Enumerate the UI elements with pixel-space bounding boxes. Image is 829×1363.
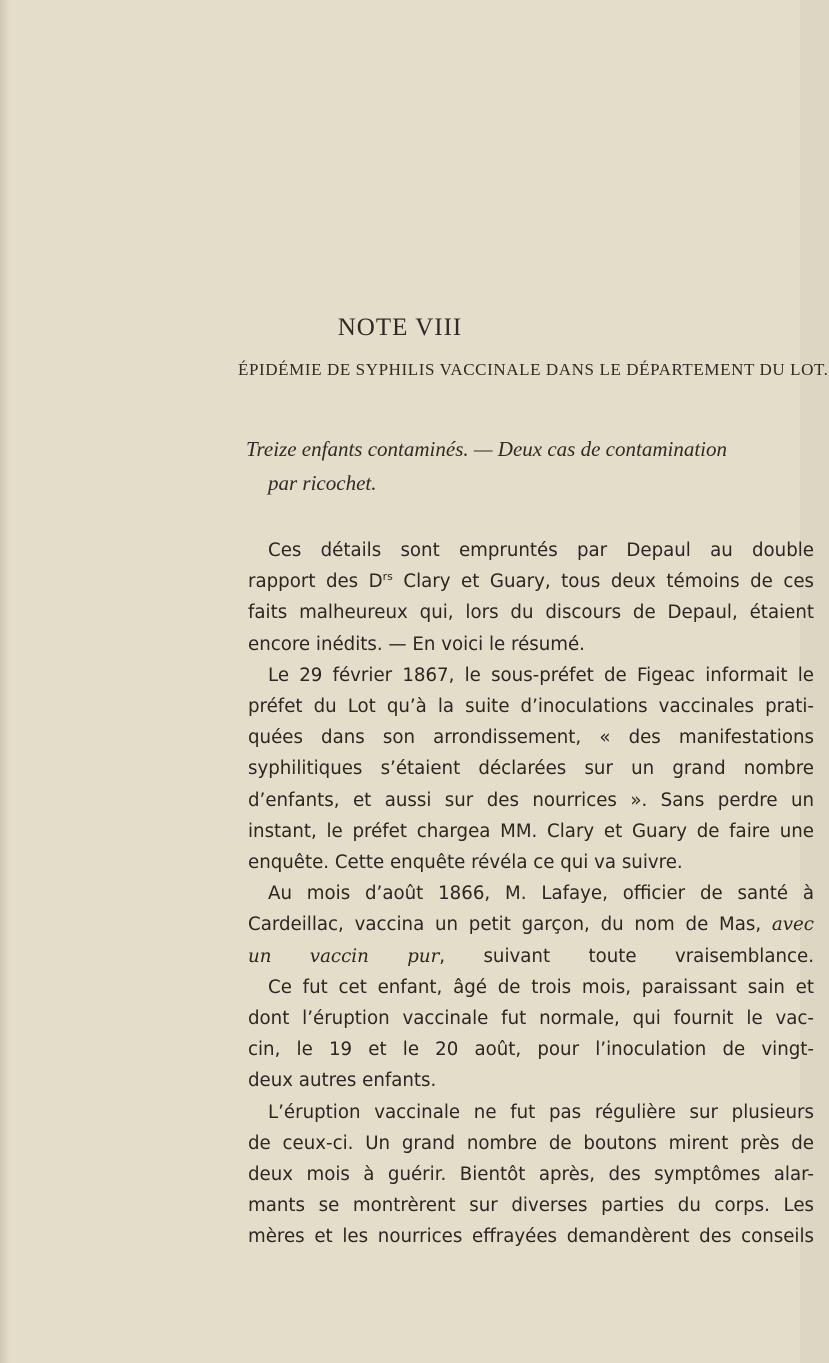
text-line: Le 29 février 1867, le sous-préfet de Figeac informait le	[268, 664, 814, 686]
text-line: de ceux-ci. Un grand nombre de boutons mirent près de	[248, 1132, 814, 1154]
text-line: mères et les nourrices effrayées demandèrent des conseils	[248, 1226, 814, 1248]
text-line: instant, le préfet chargea MM. Clary et Guary de faire une	[248, 820, 814, 842]
text-line: faits malheureux qui, lors du discours de Depaul, étaient	[248, 602, 814, 624]
body-text	[248, 535, 814, 1253]
text-line: encore inédits. — En voici le résumé.	[248, 633, 585, 655]
text-line: préfet du Lot qu’à la suite d’inoculations vaccinales prati-	[248, 696, 814, 718]
note-heading: NOTE VIII	[337, 314, 463, 341]
subtitle-line-2: par ricochet.	[268, 471, 377, 495]
page-gutter-shadow	[0, 0, 10, 1363]
note-subheading: ÉPIDÉMIE DE SYPHILIS VACCINALE DANS LE DÉPARTEMENT DU LOT.	[238, 360, 829, 379]
text-line: Au mois d’août 1866, M. Lafaye, officier de santé à	[268, 883, 814, 905]
text-line: syphilitiques s’étaient déclarées sur un grand nombre	[248, 758, 814, 780]
italic-text: un vaccin pur	[248, 945, 440, 967]
italic-text: avec	[771, 914, 814, 936]
text-line: Cardeillac, vaccina un petit garçon, du nom de Mas, avec	[248, 914, 814, 936]
text-line: deux autres enfants.	[248, 1070, 437, 1092]
text-line: un vaccin pur, suivant toute vraisemblance.	[248, 945, 815, 967]
text-line: Ces détails sont empruntés par Depaul au double	[268, 540, 814, 561]
text-line: mants se montrèrent sur diverses parties du corps. Les	[248, 1195, 814, 1217]
text-line: Ce fut cet enfant, âgé de trois mois, paraissant sain et	[268, 976, 814, 998]
text-line: d’enfants, et aussi sur des nourrices ». Sans perdre un	[248, 789, 814, 811]
text-line: quées dans son arrondissement, « des manifestations	[248, 727, 814, 749]
subtitle-line-1: Treize enfants contaminés. — Deux cas de contamination	[246, 437, 727, 461]
note-subtitle	[246, 432, 806, 500]
text-line: deux mois à guérir. Bientôt après, des symptômes alar-	[248, 1164, 814, 1186]
text-line: dont l’éruption vaccinale fut normale, qui fournit le vac-	[248, 1008, 814, 1030]
text-line: L’éruption vaccinale ne fut pas régulière sur plusieurs	[268, 1101, 814, 1123]
text-line: rapport des $D^{rs}$ Clary et Guary, tous deux témoins de ces	[248, 570, 814, 593]
text-line: cin, le 19 et le 20 août, pour l’inoculation de vingt-	[248, 1039, 814, 1061]
superscript: rs	[382, 570, 393, 584]
text-line: enquête. Cette enquête révéla ce qui va suivre.	[248, 852, 683, 874]
